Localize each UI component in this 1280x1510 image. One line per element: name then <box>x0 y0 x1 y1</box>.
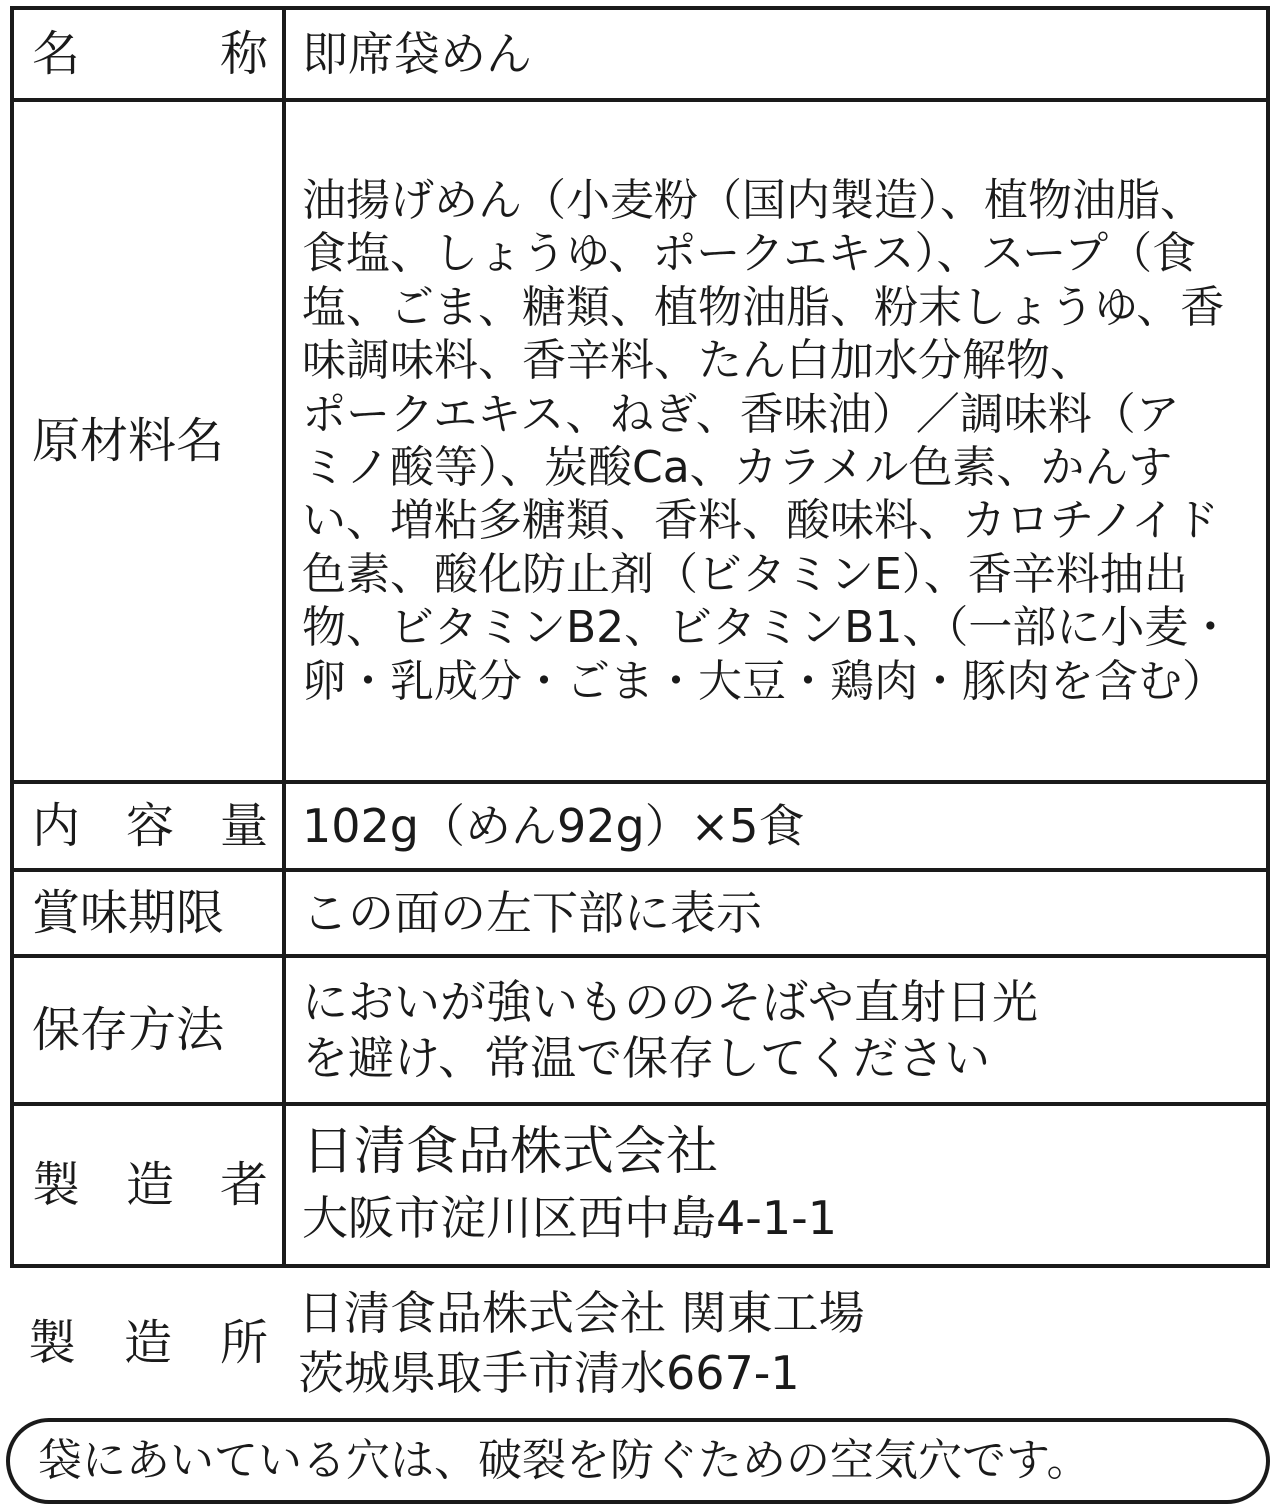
product-name: 即席袋めん <box>302 27 532 81</box>
row-manufacturer-header <box>14 1106 286 1264</box>
row-best-before <box>14 868 1266 954</box>
factory-header <box>10 1280 282 1406</box>
storage-text <box>302 976 1038 1084</box>
ingredients-list <box>302 174 1232 708</box>
manufacturer-address: 大阪市淀川区西中島4-1-1 <box>302 1191 837 1245</box>
row-net-weight-label: 内容量 <box>32 798 268 854</box>
row-name-label: 名 称 <box>32 26 268 82</box>
factory-section <box>10 1280 1270 1406</box>
row-manufacturer <box>14 1102 1266 1264</box>
ingredients-line: 味調味料、香辛料、たん白加水分解物、 <box>302 335 1094 387</box>
factory-body <box>282 1280 1270 1406</box>
row-ingredients-header <box>14 102 286 780</box>
ingredients-line: 卵・乳成分・ごま・大豆・鶏肉・豚肉を含む） <box>302 655 1226 707</box>
ingredients-line: ポークエキス、ねぎ、香味油）／調味料（ア <box>302 388 1180 440</box>
row-name <box>14 10 1266 98</box>
factory-label: 製造所 <box>28 1315 268 1371</box>
ingredients-line: 油揚げめん（小麦粉（国内製造）、植物油脂、 <box>302 174 1204 226</box>
factory-company: 日清食品株式会社 関東工場 <box>298 1286 865 1340</box>
ingredients-line: ミノ酸等）、炭酸Ca、カラメル色素、かんす <box>302 442 1173 493</box>
manufacturer-company: 日清食品株式会社 <box>302 1122 719 1182</box>
ingredients-line: 食塩、しょうゆ、ポークエキス）、スープ（食 <box>302 228 1197 280</box>
row-manufacturer-body <box>286 1106 1266 1264</box>
air-hole-notice <box>6 1418 1270 1504</box>
row-best-before-label: 賞味期限 <box>32 885 225 941</box>
storage-line: においが強いもののそばや直射日光 <box>302 975 1038 1029</box>
row-storage-header <box>14 958 286 1102</box>
storage-line: を避け、常温で保存してください <box>302 1031 991 1085</box>
row-best-before-header <box>14 872 286 954</box>
row-storage-body <box>286 958 1266 1102</box>
net-weight-value: 102g（めん92g）×5食 <box>302 799 805 853</box>
row-storage <box>14 954 1266 1102</box>
factory-address: 茨城県取手市清水667-1 <box>298 1346 800 1400</box>
row-net-weight-body <box>286 784 1266 868</box>
ingredients-line: い、増粘多糖類、香料、酸味料、カロチノイド <box>302 495 1219 547</box>
row-name-body <box>286 10 1266 98</box>
row-ingredients-body <box>286 102 1266 780</box>
row-ingredients <box>14 98 1266 780</box>
food-label-table <box>10 6 1270 1268</box>
row-manufacturer-label: 製造者 <box>32 1157 268 1213</box>
row-net-weight-header <box>14 784 286 868</box>
row-ingredients-label: 原材料名 <box>32 413 225 469</box>
best-before-value: この面の左下部に表示 <box>302 886 762 940</box>
ingredients-line: 物、ビタミンB2、ビタミンB1、（一部に小麦・ <box>302 602 1233 654</box>
row-best-before-body <box>286 872 1266 954</box>
ingredients-line: 色素、酸化防止剤（ビタミンE）、香辛料抽出 <box>302 548 1188 600</box>
air-hole-notice-text: 袋にあいている穴は、破裂を防ぐための空気穴です。 <box>38 1435 1091 1486</box>
ingredients-line: 塩、ごま、糖類、植物油脂、粉末しょうゆ、香 <box>302 281 1225 333</box>
factory-info <box>298 1287 865 1399</box>
row-name-header <box>14 10 286 98</box>
manufacturer-info <box>302 1122 837 1245</box>
row-storage-label: 保存方法 <box>32 1002 225 1058</box>
row-net-weight <box>14 780 1266 868</box>
